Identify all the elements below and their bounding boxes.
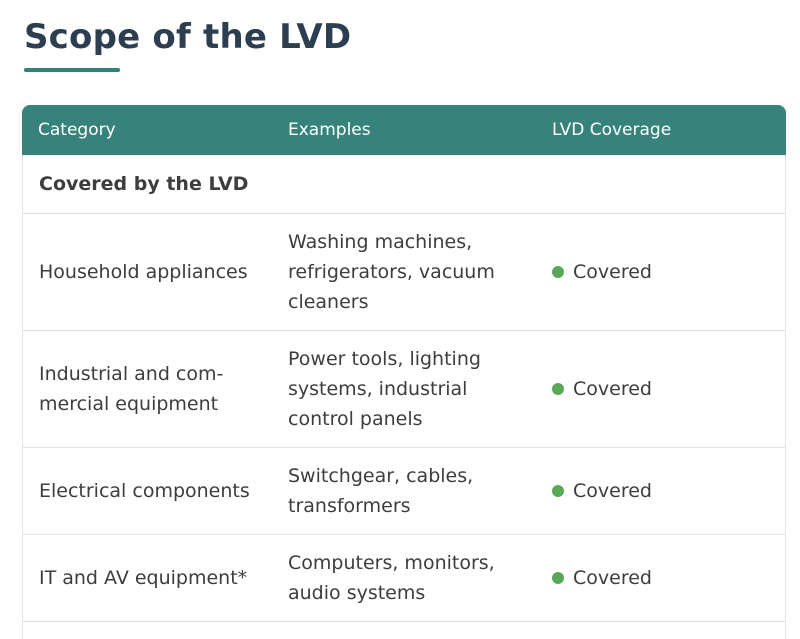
partial-row-cell <box>22 622 786 639</box>
coverage-label: Covered <box>573 566 652 589</box>
status-dot-icon <box>552 485 564 497</box>
examples-cell: Computers, monitors, audio systems <box>272 535 536 622</box>
scope-table <box>22 105 786 639</box>
table-row <box>22 448 786 535</box>
section-header-label: Covered by the LVD <box>22 155 786 214</box>
coverage-cell <box>536 535 786 622</box>
section-row <box>22 155 786 214</box>
status-dot-icon <box>552 383 564 395</box>
scope-table-container <box>22 105 786 639</box>
status-dot-icon <box>552 572 564 584</box>
table-row <box>22 214 786 331</box>
examples-cell: Washing machines, refrigerators, vacuum cleaners <box>272 214 536 331</box>
coverage-cell <box>536 448 786 535</box>
coverage-label: Covered <box>573 260 652 283</box>
column-header-lvd-coverage: LVD Coverage <box>536 105 786 155</box>
category-cell: Industrial and commercial equipment <box>22 331 272 448</box>
table-row-partial <box>22 622 786 639</box>
category-cell: IT and AV equipment* <box>22 535 272 622</box>
title-underline <box>24 68 120 72</box>
column-header-examples: Examples <box>272 105 536 155</box>
table-header <box>22 105 786 155</box>
coverage-cell <box>536 331 786 448</box>
column-header-category: Category <box>22 105 272 155</box>
examples-cell: Power tools, lighting systems, industrial control panels <box>272 331 536 448</box>
status-dot-icon <box>552 266 564 278</box>
coverage-cell <box>536 214 786 331</box>
category-cell: Electrical components <box>22 448 272 535</box>
coverage-label: Covered <box>573 479 652 502</box>
category-cell: Household appliances <box>22 214 272 331</box>
table-row <box>22 535 786 622</box>
table-row <box>22 331 786 448</box>
page-title: Scope of the LVD <box>24 17 352 57</box>
coverage-label: Covered <box>573 377 652 400</box>
examples-cell: Switchgear, cables, transformers <box>272 448 536 535</box>
